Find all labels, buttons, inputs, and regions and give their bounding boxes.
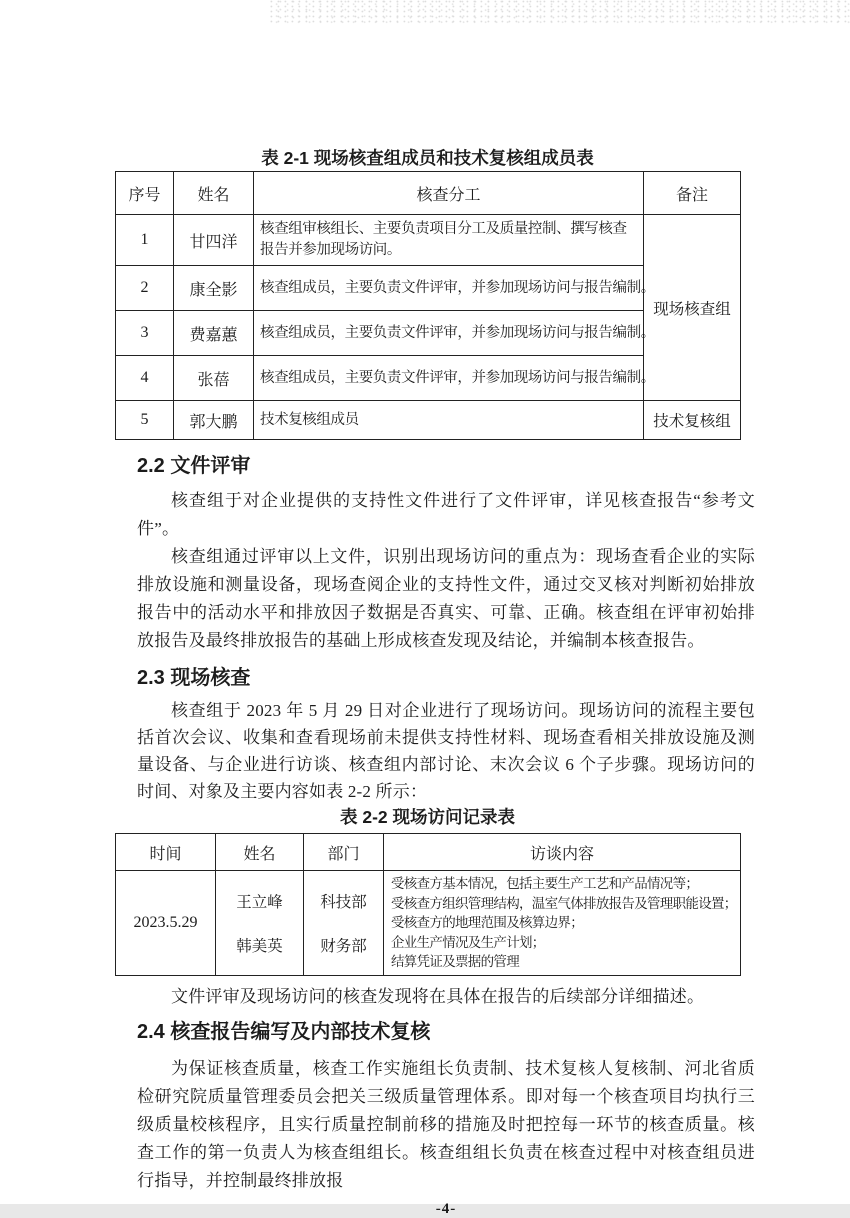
interview-topic: 结算凭证及票据的管理 (391, 954, 519, 970)
row-duty: 核查组成员，主要负责文件评审，并参加现场访问与报告编制。 (254, 266, 644, 311)
remark-field-team: 现场核查组 (644, 215, 741, 401)
page-number: -4- (435, 1201, 457, 1217)
paragraph: 文件评审及现场访问的核查发现将在具体在报告的后续部分详细描述。 (171, 987, 705, 1006)
interviewee-departments (304, 871, 384, 976)
paragraph: 核查组于对企业提供的支持性文件进行了文件评审，详见核查报告“参考文件”。 (137, 491, 755, 538)
site-visit-record-table (115, 833, 741, 976)
row-no: 3 (116, 311, 174, 356)
interview-topic: 受核查方的地理范围及核算边界； (391, 915, 583, 931)
interview-topic: 受核查方组织管理结构，温室气体排放报告及管理职能设置； (391, 895, 737, 911)
row-no: 5 (116, 401, 174, 440)
table-header-row (116, 172, 741, 215)
paragraph: 核查组于 2023 年 5 月 29 日对企业进行了现场访问。现场访问的流程主要包括首次会议、收集和查看现场前未提供支持性材料、现场查看相关排放设施及测量设备、与企业进行访谈、核查组内部讨论、末次会议 6 个子步骤。现场访问的时间、对象及主要内容如表 2-2 所示： (137, 701, 755, 801)
interviewee-name: 王立峰 (236, 894, 283, 911)
t1-header-name: 姓名 (174, 172, 254, 215)
interview-topic: 受核查方基本情况，包括主要生产工艺和产品情况等； (391, 876, 699, 892)
t1-header-remark: 备注 (644, 172, 741, 215)
interview-content (384, 871, 741, 976)
page-content (115, 0, 755, 1218)
row-duty: 技术复核组成员 (254, 401, 644, 440)
department: 财务部 (320, 938, 367, 955)
table-2-2-title: 表 2-2 现场访问记录表 (339, 807, 516, 827)
interviewee-names (216, 871, 304, 976)
text-block (137, 983, 755, 1218)
t2-header-name: 姓名 (216, 834, 304, 871)
table-row (116, 871, 741, 976)
verification-team-table (115, 171, 741, 440)
department: 科技部 (320, 894, 367, 911)
row-name: 康全影 (174, 266, 254, 311)
table-header-row (116, 834, 741, 871)
paragraph: 核查组通过评审以上文件，识别出现场访问的重点为：现场查看企业的实际排放设施和测量设备，现场查阅企业的支持性文件，通过交叉核对判断初始排放报告中的活动水平和排放因子数据是否真实、可靠、正确。核查组在评审初始排放报告及最终排放报告的基础上形成核查发现及结论，并编制本核查报告。 (137, 547, 755, 650)
row-duty: 核查组成员，主要负责文件评审，并参加现场访问与报告编制。 (254, 311, 644, 356)
row-no: 2 (116, 266, 174, 311)
table-row (116, 215, 741, 266)
table-row (116, 401, 741, 440)
t2-header-department: 部门 (304, 834, 384, 871)
row-duty: 核查组成员，主要负责文件评审，并参加现场访问与报告编制。 (254, 356, 644, 401)
remark-review-team: 技术复核组 (644, 401, 741, 440)
t1-header-duty: 核查分工 (254, 172, 644, 215)
row-name: 郭大鹏 (174, 401, 254, 440)
section-heading-2-2: 2.2 文件评审 (137, 455, 251, 477)
interview-topic: 企业生产情况及生产计划； (391, 934, 545, 950)
t1-header-no: 序号 (116, 172, 174, 215)
row-name: 费嘉蕙 (174, 311, 254, 356)
t2-header-content: 访谈内容 (384, 834, 741, 871)
text-block (137, 454, 755, 805)
row-duty: 核查组审核组长、主要负责项目分工及质量控制、撰写核查报告并参加现场访问。 (254, 215, 644, 266)
table-2-1-title: 表 2-1 现场核查组成员和技术复核组成员表 (261, 148, 594, 168)
row-name: 甘四洋 (174, 215, 254, 266)
paragraph: 为保证核查质量，核查工作实施组长负责制、技术复核人复核制、河北省质检研究院质量管理委员会把关三级质量管理体系。即对每一个核查项目均执行三级质量校核程序，且实行质量控制前移的措施及时把控每一环节的核查质量。核查工作的第一负责人为核查组组长。核查组组长负责在核查过程中对核查组员进行指导，并控制最终排放报 (137, 1059, 755, 1190)
visit-date: 2023.5.29 (116, 871, 216, 976)
t2-header-time: 时间 (116, 834, 216, 871)
row-no: 4 (116, 356, 174, 401)
interviewee-name: 韩美英 (236, 938, 283, 955)
row-no: 1 (116, 215, 174, 266)
section-heading-2-3: 2.3 现场核查 (137, 667, 251, 689)
row-name: 张蓓 (174, 356, 254, 401)
section-heading-2-4: 2.4 核查报告编写及内部技术复核 (137, 1021, 431, 1043)
